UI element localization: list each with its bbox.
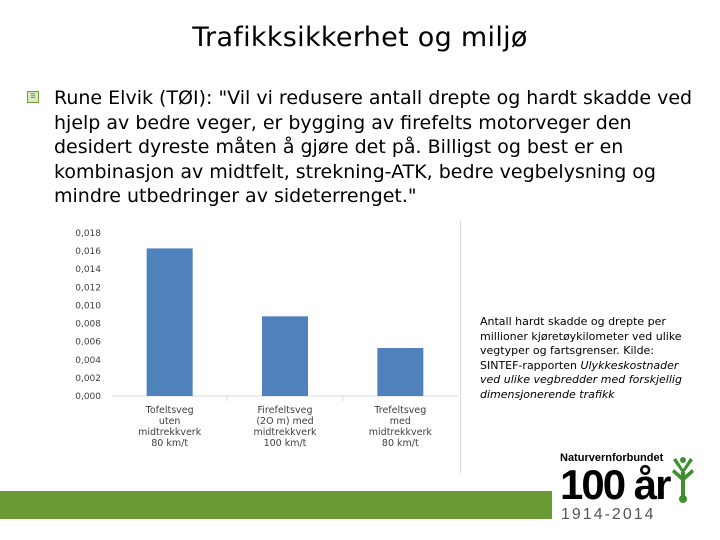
checklist-bullet-icon: ☰ bbox=[27, 91, 39, 103]
tree-icon bbox=[670, 454, 696, 504]
y-tick-label: 0,018 bbox=[75, 229, 101, 239]
y-tick-label: 0,016 bbox=[75, 247, 101, 258]
y-tick-label: 0,014 bbox=[75, 265, 101, 276]
logo-anniversary: 100 år bbox=[560, 461, 670, 508]
y-tick-label: 0,002 bbox=[75, 373, 101, 384]
green-footer-band bbox=[0, 491, 552, 519]
bar-chart bbox=[64, 221, 461, 473]
caption-italic: Ulykkeskostnader ved ulike vegbredder med forskjellig dimensjonerende trafikk bbox=[480, 358, 682, 401]
x-category-label: Trefeltsveg med midtrekkverk 80 km/t bbox=[368, 405, 432, 449]
logo-organization: Naturvernforbundet bbox=[560, 452, 664, 464]
y-tick-label: 0,006 bbox=[75, 337, 101, 348]
x-category-label: Firefeltsveg (2O m) med midtrekkverk 100 km/t bbox=[253, 405, 317, 449]
quote-text: Rune Elvik (TØI): "Vil vi redusere antall drepte og hardt skadde ved hjelp av bedre veger, er bygging av firefelts motorveger den desidert dyreste måten å gjøre det på. Billigst og best er en kombinasjon av midtfelt, strekning-ATK, bedre vegbelysning og mindre utbedringer av sideterrenget." bbox=[54, 87, 693, 207]
bar bbox=[377, 348, 423, 396]
bar bbox=[262, 316, 308, 396]
y-tick-label: 0,004 bbox=[75, 355, 101, 366]
bar-chart-svg bbox=[64, 221, 460, 473]
y-tick-label: 0,008 bbox=[75, 319, 101, 330]
bar bbox=[147, 248, 193, 396]
y-tick-label: 0,000 bbox=[75, 392, 101, 402]
slide-title: Trafikksikkerhet og miljø bbox=[192, 22, 528, 53]
y-tick-label: 0,010 bbox=[75, 301, 101, 312]
y-tick-label: 0,012 bbox=[75, 283, 101, 294]
chart-caption bbox=[480, 315, 695, 402]
x-category-label: Tofeltsveg uten midtrekkverk 80 km/t bbox=[138, 405, 202, 449]
naturvernforbundet-logo bbox=[558, 448, 698, 528]
caption-plain: Antall hardt skadde og drepte per millioner kjøretøykilometer ved ulike vegtyper og fartsgrenser. Kilde: SINTEF-rapporten bbox=[480, 315, 682, 372]
logo-years: 1914-2014 bbox=[561, 506, 656, 523]
